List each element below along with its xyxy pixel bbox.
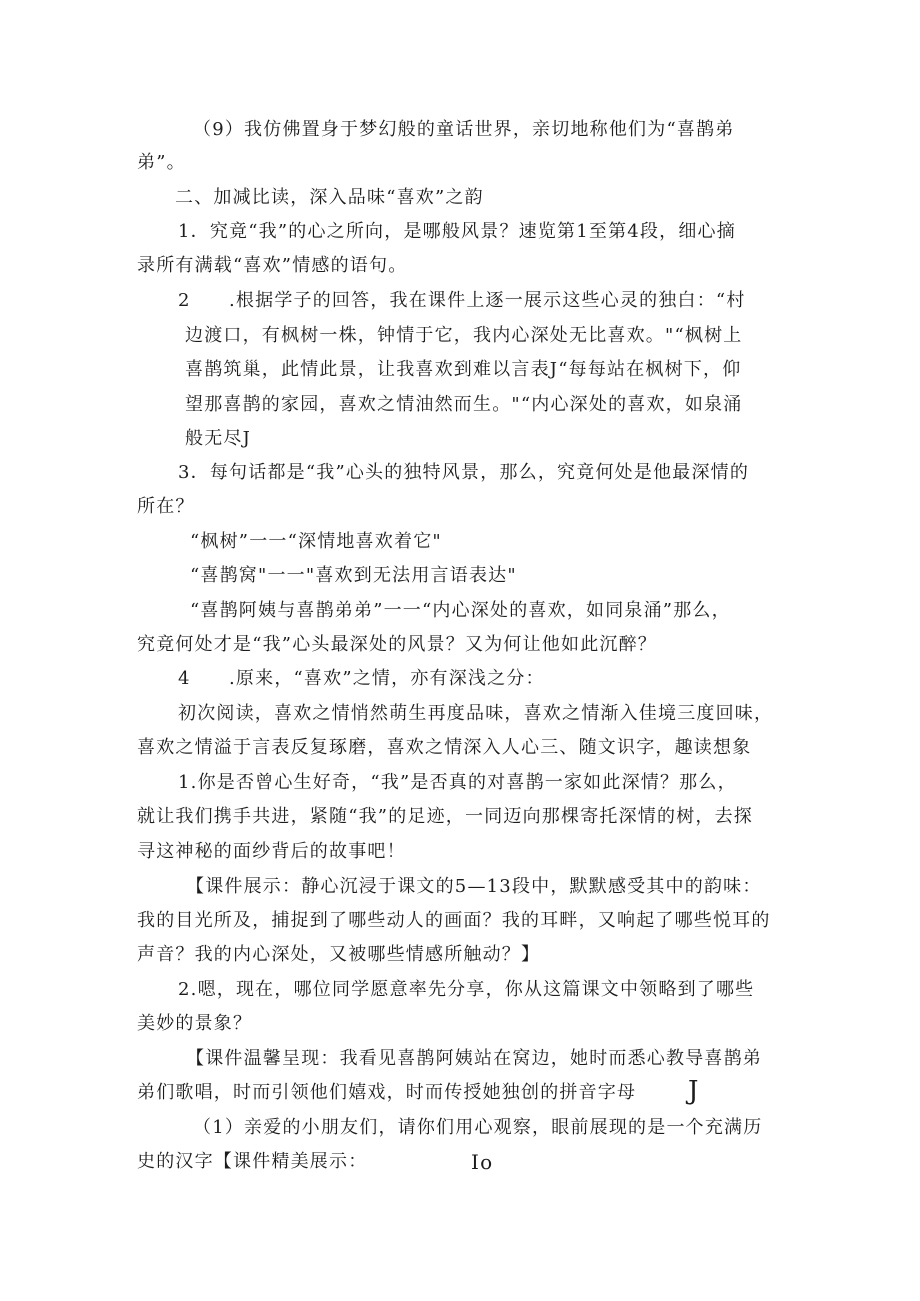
courseware-note: 我的目光所及，捕捉到了哪些动人的画面？我的耳畔，又响起了哪些悦耳的	[137, 910, 771, 931]
section-heading: 二、加减比读，深入品味“喜欢”之韵	[175, 187, 484, 208]
text-line: 2.嗯，现在，哪位同学愿意率先分享，你从这篇课文中领略到了哪些	[178, 979, 755, 1000]
text-line: （9）我仿佛置身于梦幻般的童话世界，亲切地称他们为“喜鹊弟	[193, 119, 735, 140]
stray-mark: Io	[471, 1150, 494, 1174]
courseware-note: 【课件展示：静心沉浸于课文的5—13段中，默默感受其中的韵味：	[186, 876, 762, 897]
text-line: “喜鹊窝"一一"喜欢到无法用言语表达"	[190, 565, 517, 586]
courseware-note: 弟们歌唱，时而引领他们嬉戏，时而传授她独创的拼音字母	[137, 1082, 637, 1103]
text-line: .根据学子的回答，我在课件上逐一展示这些心灵的独白：“村	[229, 290, 746, 311]
text-line: 寻这神秘的面纱背后的故事吧！	[137, 841, 406, 862]
text-line: “枫树”一一“深情地喜欢着它"	[190, 531, 442, 552]
text-line: 美妙的景象？	[137, 1013, 253, 1034]
text-line: 就让我们携手共进，紧随“我”的足迹，一同迈向那棵寄托深情的树，去探	[137, 806, 754, 827]
text-line: .原来，“喜欢”之情，亦有深浅之分：	[229, 668, 545, 689]
courseware-note: 声音？我的内心深处，又被哪些情感所触动？】	[137, 944, 541, 965]
list-number: 4	[178, 668, 191, 689]
text-line: 望那喜鹊的家园，喜欢之情油然而生。"“内心深处的喜欢，如泉涌	[185, 394, 743, 415]
text-line: 3．每句话都是“我”心头的独特风景，那么，究竟何处是他最深情的	[178, 462, 750, 483]
text-line: 喜鹊筑巢，此情此景，让我喜欢到难以言表J“每每站在枫树下，仰	[185, 359, 742, 380]
text-line: 1．究竟“我”的心之所向，是哪般风景？速览第1至第4段，细心摘	[178, 221, 736, 242]
list-number: 2	[178, 290, 191, 311]
text-line: 初次阅读，喜欢之情悄然萌生再度品味，喜欢之情渐入佳境三度回味，	[178, 703, 774, 724]
text-line: “喜鹊阿姨与喜鹊弟弟”一一“内心深处的喜欢，如同泉涌”那么，	[190, 600, 731, 621]
text-line: 录所有满载“喜欢”情感的语句。	[137, 255, 408, 276]
stray-mark: J	[688, 1076, 700, 1106]
courseware-note: 【课件温馨呈现：我看见喜鹊阿姨站在窝边，她时而悉心教导喜鹊弟	[186, 1048, 762, 1069]
text-line: 喜欢之情溢于言表反复琢磨，喜欢之情深入人心三、随文识字，趣读想象	[137, 737, 752, 758]
text-line: 究竟何处才是“我”心头最深处的风景？又为何让他如此沉醉？	[137, 634, 658, 655]
text-line: 边渡口，有枫树一株，钟情于它，我内心深处无比喜欢。"“枫树上	[185, 325, 743, 346]
text-line: 1.你是否曾心生好奇，“我”是否真的对喜鹊一家如此深情？那么，	[178, 772, 737, 793]
text-line: 般无尽J	[185, 428, 252, 449]
text-line: 所在？	[137, 496, 195, 517]
text-line: （1）亲爱的小朋友们，请你们用心观察，眼前展现的是一个充满历	[193, 1117, 763, 1138]
courseware-note: 史的汉字【课件精美展示：	[137, 1151, 368, 1172]
text-line: 弟”。	[137, 152, 186, 173]
